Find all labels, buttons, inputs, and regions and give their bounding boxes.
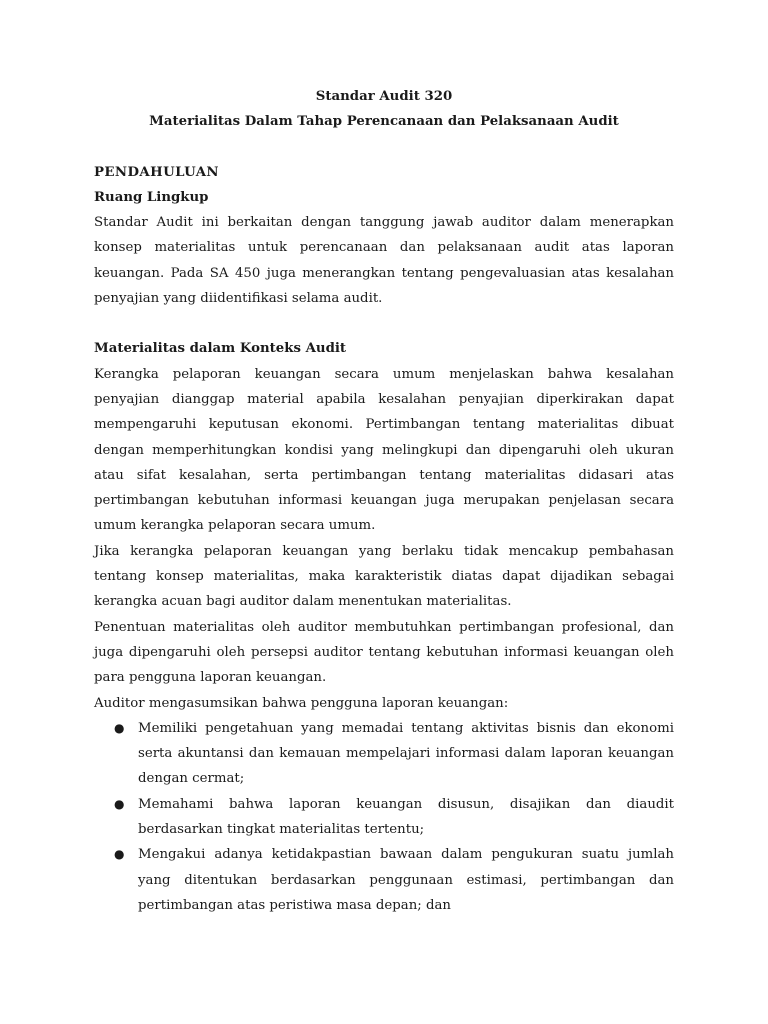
list-item-text: Memahami bahwa laporan keuangan disusun, disajikan dan diaudit berdasarkan tingkat materialitas tertentu; — [138, 796, 674, 838]
context-paragraph-3: Penentuan materialitas oleh auditor membutuhkan pertimbangan profesional, dan juga dipengaruhi oleh persepsi auditor tentang kebutuhan informasi keuangan oleh para pengguna laporan keuangan. — [94, 619, 674, 686]
context-paragraph-1: Kerangka pelaporan keuangan secara umum menjelaskan bahwa kesalahan penyajian dianggap material apabila kesalahan penyajian diperkirakan dapat mempengaruhi keputusan ekonomi. Pertimbangan tentang materialitas dibuat dengan memperhitungkan kondisi yang melingkupi dan dipengaruhi oleh ukuran atau sifat kesalahan, serta pertimbangan tentang materialitas didasari atas pertimbangan kebutuhan informasi keuangan juga merupakan penjelasan secara umum kerangka pelaporan secara umum. — [94, 366, 674, 534]
assumption-list — [94, 716, 674, 918]
list-item-text: Mengakui adanya ketidakpastian bawaan dalam pengukuran suatu jumlah yang ditentukan berdasarkan penggunaan estimasi, pertimbangan dan pertimbangan atas peristiwa masa depan; dan — [138, 847, 674, 913]
bullet-icon: ● — [114, 847, 125, 862]
context-paragraph-2: Jika kerangka pelaporan keuangan yang berlaku tidak mencakup pembahasan tentang konsep materialitas, maka karakteristik diatas dapat dijadikan sebagai kerangka acuan bagi auditor dalam menentukan materialitas. — [94, 543, 674, 610]
context-heading: Materialitas dalam Konteks Audit — [94, 341, 347, 357]
section-heading: PENDAHULUAN — [94, 164, 219, 180]
list-item-text: Memiliki pengetahuan yang memadai tentang aktivitas bisnis dan ekonomi serta akuntansi dan kemauan mempelajari informasi dalam laporan keuangan dengan cermat; — [138, 720, 674, 787]
list-item — [94, 842, 674, 918]
context-paragraph-4: Auditor mengasumsikan bahwa pengguna laporan keuangan: — [94, 695, 509, 711]
list-item — [94, 792, 674, 843]
list-item — [94, 716, 674, 792]
bullet-icon: ● — [114, 720, 125, 735]
document-title: Standar Audit 320 — [315, 89, 453, 104]
document-subtitle: Materialitas Dalam Tahap Perencanaan dan Pelaksanaan Audit — [149, 114, 619, 130]
scope-heading: Ruang Lingkup — [94, 189, 209, 205]
scope-paragraph: Standar Audit ini berkaitan dengan tanggung jawab auditor dalam menerapkan konsep materialitas untuk perencanaan dan pelaksanaan audit atas laporan keuangan. Pada SA 450 juga menerangkan tentang pengevaluasian atas kesalahan penyajian yang diidentifikasi selama audit. — [94, 215, 674, 307]
bullet-icon: ● — [114, 796, 125, 811]
document-page — [94, 84, 674, 918]
